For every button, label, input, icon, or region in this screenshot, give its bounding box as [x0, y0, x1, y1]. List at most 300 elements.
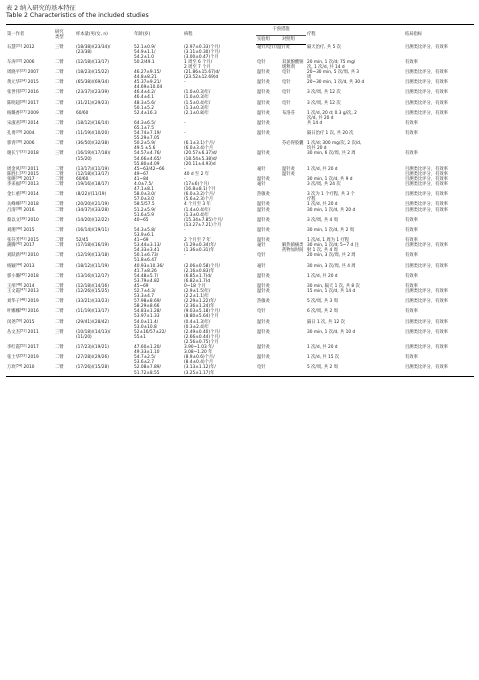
- cell-treatment: 5 次/周, 共 2 周: [306, 365, 404, 376]
- table-row: [6, 131, 474, 141]
- publication-year: 2018: [26, 151, 39, 157]
- cell-outcome: 目测类比评分、有效率: [405, 329, 448, 335]
- cell-outcome: 有效率: [405, 309, 418, 315]
- cell-age: 54.3±5.8/ 53.9±6.1: [134, 227, 156, 238]
- cell-sample-size: (12/26)/(15/25): [76, 289, 109, 294]
- cell-treatment: 3 次/周, 共 12 次: [307, 90, 341, 96]
- cell-sample-size: (18/12)/(11/19): [76, 263, 109, 269]
- cell-study-type: 二臂: [55, 319, 64, 325]
- table-row: [6, 182, 474, 192]
- cell-outcome: 目测类比评分、有效率: [405, 182, 448, 188]
- reference-number: [21]: [15, 43, 23, 48]
- cell-study-type: 三臂: [55, 44, 64, 50]
- reference-number: [34]: [15, 175, 23, 180]
- table-row: [6, 243, 474, 253]
- cell-course: (1.5±0.4)年/ (1.3±0.3)年: [184, 100, 211, 111]
- cell-course: (8.9±0.6)个月/ (8.4±0.4)个月: [184, 355, 215, 366]
- publication-year: 2010: [26, 253, 39, 259]
- cell-control-group: 电针: [282, 100, 291, 106]
- cell-outcome: 目测类比评分、有效率: [405, 44, 448, 50]
- table-row: [6, 101, 474, 111]
- cell-course: -: [184, 227, 186, 233]
- cell-control-group: 芬必得胶囊: [282, 141, 304, 147]
- cell-study-type: 二臂: [55, 166, 64, 172]
- cell-sample-size: (17/26)/(15/28): [75, 365, 133, 376]
- publication-year: 2017: [26, 345, 39, 351]
- cell-course: (1.0±0.3)年/ (1.0±0.3)年: [184, 90, 211, 101]
- cell-control-group: [281, 131, 306, 141]
- cell-course: (9.03±5.18)个月/ (8.80±5.64)个月: [184, 309, 221, 320]
- cell-outcome: 有效率: [405, 273, 418, 279]
- header-sample-size: 样本量(男/女, n): [75, 25, 133, 45]
- cell-age: 54.0±11.4/ 53.0±10.8: [134, 319, 159, 330]
- cell-treatment: 3 次/周, 共 4 周: [307, 217, 338, 223]
- author-name: 周金风: [7, 166, 20, 172]
- cell-experimental-group: 温针灸: [257, 319, 270, 325]
- cell-course: -: [184, 253, 186, 259]
- cell-outcome: 目测类比评分、有效率: [405, 176, 448, 182]
- cell-outcome: 有效率: [405, 227, 418, 233]
- cell-course: 0~18 个月: [184, 283, 206, 289]
- reference-number: [44]: [15, 262, 23, 267]
- cell-treatment: 30 min, 1 次/d, 共 20 d: [307, 207, 356, 213]
- cell-study-type: 二臂: [55, 141, 64, 147]
- reference-number: [50]: [15, 318, 23, 323]
- cell-course: (2.9±1.5)年/ (2.2±1.1)年: [184, 289, 211, 300]
- table-row: [6, 309, 474, 319]
- cell-treatment: 30 min, 1 次/d, 共 10 d: [307, 329, 356, 335]
- reference-number: [22]: [15, 58, 23, 63]
- cell-outcome: 目测类比评分、有效率: [404, 365, 474, 376]
- author-name: 王彤: [7, 283, 16, 289]
- cell-outcome: 目测类比评分、有效率: [405, 90, 448, 96]
- cell-treatment: 共 14 d: [307, 120, 323, 126]
- cell-outcome: 目测类比评分、有效率: [405, 192, 448, 198]
- cell-sample-size: (23/37)/(23/39): [76, 90, 109, 96]
- cell-outcome: 目测类比评分、有效率: [405, 319, 448, 325]
- cell-course: (1.4±0.4)年/ (1.3±0.4)年: [184, 207, 211, 218]
- cell-sample-size: (34/37)/(33/28): [76, 207, 109, 213]
- cell-study-type: 二臂: [55, 59, 64, 65]
- reference-number: [36]: [19, 190, 27, 195]
- cell-course: (3.13±1.12)年/ (3.25±1.17)年: [183, 365, 256, 376]
- table-row: [6, 208, 474, 218]
- author-name: 王文霞: [7, 289, 20, 294]
- cell-outcome: 目测类比评分、有效率: [405, 207, 448, 213]
- cell-study-type: 二臂: [55, 90, 64, 96]
- cell-experimental-group: 温针灸: [257, 151, 270, 157]
- publication-year: 2017: [22, 176, 35, 182]
- cell-course: (21.86±15.67)d/ (23.52±12.69)d: [184, 69, 220, 81]
- cell-age: 53.44±3.13/ 54.33±3.41: [134, 243, 161, 254]
- cell-study-type: 二臂: [55, 110, 64, 116]
- cell-age: 50.2±5.9/ 49.5 ±5.6: [134, 141, 156, 152]
- cell-treatment: 20~30 min, 5 次/周, 共 3 周: [307, 69, 360, 81]
- cell-control-group: [281, 274, 306, 284]
- cell-outcome: 有效率: [405, 238, 418, 244]
- cell-sample-size: (8/22)/(11/19): [76, 192, 107, 198]
- reference-number: [45]: [19, 272, 27, 277]
- cell-course: -: [184, 80, 186, 86]
- cell-study-type: 二臂: [55, 227, 64, 233]
- cell-sample-size: (17/23)/(19/21): [76, 345, 109, 351]
- table-row: [6, 192, 474, 202]
- reference-number: [46]: [15, 282, 23, 287]
- cell-sample-size: (13/17)/(11/19): [76, 166, 109, 172]
- cell-experimental-group: 温针灸: [257, 345, 270, 351]
- cell-sample-size: (65/38)/(69/34): [76, 80, 109, 86]
- cell-course: (1.29±0.34)年/ (1.36±0.31)年: [184, 243, 216, 254]
- cell-sample-size: (27/28)/(29/26): [76, 355, 109, 361]
- table-row: [6, 253, 474, 263]
- cell-age: 41~84: [134, 176, 149, 182]
- cell-age: 41~69: [134, 238, 149, 244]
- reference-number: [51]: [19, 328, 27, 333]
- cell-study-type: 二臂: [55, 299, 64, 305]
- cell-study-type: 二臂: [55, 289, 64, 294]
- table-row: [6, 141, 474, 151]
- cell-outcome: 目测类比评分、有效率: [405, 263, 448, 269]
- header-experimental-group: 实验组: [256, 36, 281, 45]
- cell-sample-size: 60/60: [76, 176, 89, 182]
- cell-experimental-group: 温针灸: [257, 227, 270, 233]
- cell-study-type: 二臂: [55, 131, 64, 137]
- cell-age: 52.1±0.9/ 54.9±1.1/ 54.2±1.0: [134, 44, 156, 60]
- publication-year: 2007: [26, 69, 39, 75]
- cell-course: -: [184, 131, 186, 137]
- table-row: [6, 90, 474, 100]
- publication-year: 2016: [26, 90, 39, 96]
- reference-number: [24]: [19, 78, 27, 83]
- author-name: 陈胜仁: [7, 171, 20, 177]
- cell-control-group: [281, 330, 306, 345]
- cell-experimental-group: 温针灸: [257, 90, 270, 96]
- cell-sample-size: (31/21)/(29/23): [76, 100, 109, 106]
- author-name: 闵尧: [7, 319, 16, 325]
- reference-number: [31]: [19, 150, 27, 155]
- cell-age: 51.2±5.9/ 51.6±5.9: [134, 207, 156, 218]
- publication-year: 2011: [26, 329, 39, 335]
- publication-year: 2011: [26, 166, 39, 172]
- table-row: [6, 80, 474, 90]
- cell-experimental-group: 温针灸: [257, 202, 270, 208]
- cell-author: [6, 70, 54, 80]
- cell-author: [6, 253, 54, 263]
- reference-number: [52]: [19, 343, 27, 348]
- table-row: [6, 365, 474, 376]
- publication-year: 2012: [22, 44, 35, 50]
- cell-study-type: 三臂: [55, 329, 64, 335]
- cell-control-group: 解热镇痛类 药物加时间: [282, 243, 304, 254]
- cell-study-type: 二臂: [55, 182, 64, 188]
- cell-experimental-group: 温针灸: [257, 100, 270, 106]
- cell-sample-size: (16/19)/(17/18)/ (15/20): [76, 151, 111, 162]
- cell-author: [6, 121, 54, 131]
- publication-year: 2004: [22, 131, 35, 137]
- author-name: 宋淑君: [7, 120, 20, 126]
- table-row: [6, 111, 474, 121]
- cell-study-type: 二臂: [55, 120, 64, 126]
- cell-sample-size: (10/18)/(14/13)/ (11/20): [76, 329, 111, 340]
- cell-course: (6.1±3.1)个月/ (6.0±3.4)个月: [184, 141, 215, 152]
- cell-experimental-group: 温针灸: [257, 238, 270, 244]
- cell-experimental-group: 温针灸: [257, 176, 270, 182]
- cell-sample-size: (17/18)/(16/19): [76, 243, 109, 249]
- cell-sample-size: (12/18)/(13/17): [76, 59, 109, 65]
- author-name: 杨颖: [7, 263, 16, 269]
- cell-study-type: 二臂: [55, 238, 64, 244]
- author-name: 蒲腾: [7, 243, 16, 249]
- author-name: 李红霞: [7, 345, 20, 351]
- cell-study-type: 二臂: [55, 309, 64, 315]
- cell-sample-size: (36/50)/(32/38): [76, 141, 109, 147]
- author-name: 黄元华: [7, 80, 20, 86]
- cell-sample-size: (16/14)/(19/11): [76, 227, 109, 233]
- cell-sample-size: (12/18)/(14/16): [76, 283, 109, 289]
- header-study-type: 研究 类型: [54, 25, 75, 45]
- author-name: 刘华子: [7, 299, 20, 305]
- cell-control-group: [281, 182, 306, 192]
- cell-course: 40 d 至 2 年: [184, 171, 209, 177]
- author-name: 刘朋: [7, 227, 16, 233]
- cell-study-type: 二臂: [55, 355, 64, 361]
- cell-author: [6, 60, 54, 70]
- author-name: 蔡以文: [7, 217, 20, 223]
- cell-age: 57.98±8.69/ 58.29±8.66: [134, 299, 161, 310]
- cell-outcome: 目测类比评分、有效率: [405, 171, 448, 177]
- reference-number: [32]: [19, 165, 27, 170]
- cell-study-type: 二臂: [55, 253, 64, 259]
- reference-number: [28]: [19, 119, 27, 124]
- cell-study-type: 二臂: [54, 365, 75, 376]
- cell-study-type: 二臂: [55, 202, 64, 208]
- table-row: [6, 274, 474, 284]
- cell-experimental-group: 毫针: [257, 166, 266, 172]
- cell-course: -: [184, 176, 186, 182]
- cell-treatment: 30 min, 6 次/周, 共 2 周: [307, 151, 356, 157]
- table-caption-en: Table 2 Characteristics of the included studies: [6, 12, 149, 19]
- reference-number: [23]: [19, 68, 27, 73]
- cell-outcome: 目测类比评分、有效率: [405, 110, 448, 116]
- author-name: 张芬芳: [7, 238, 20, 244]
- author-name: 刘跃新: [7, 253, 20, 259]
- cell-experimental-group: 温针灸: [257, 120, 270, 126]
- cell-control-group: [281, 253, 306, 263]
- cell-sample-size: 52/45: [76, 238, 89, 244]
- cell-treatment: 3 次/周, 共 24 次: [307, 182, 341, 188]
- cell-course: 1 周至 6 个月/ 2 周至 7 个月: [184, 59, 213, 70]
- reference-number: [42]: [15, 241, 23, 246]
- cell-experimental-group: 温针灸: [257, 131, 270, 137]
- cell-treatment: 隔日治疗 1 次, 共 20 次: [307, 131, 354, 137]
- cell-experimental-group: 温针灸: [257, 329, 270, 335]
- cell-course: (0.4±1.3)年/ (0.3±2.4)年: [184, 319, 211, 330]
- cell-sample-size: (18/38)/(23/34)/ (23/38): [76, 44, 111, 55]
- author-name: 万玫: [7, 365, 16, 371]
- cell-course: (20.57±6.37)d/ (18.54±5.38)d/ (20.11±4.93)d: [184, 151, 217, 167]
- publication-year: 2013: [26, 182, 39, 188]
- cell-outcome: 目测类比评分、有效率: [405, 243, 448, 249]
- cell-experimental-group: 温针灸: [257, 69, 270, 75]
- reference-number: [49]: [19, 307, 27, 312]
- table-row: [6, 218, 474, 228]
- cell-age: 46.27±9.15/ 44.8±8.21: [134, 69, 161, 81]
- cell-age: 4.0±7.5/ 47.1±8.1: [134, 182, 155, 193]
- cell-course: 4 个月至 3 年: [184, 202, 211, 208]
- author-name: 郭小璐: [7, 273, 20, 279]
- cell-control-group: [281, 121, 306, 131]
- table-row: [6, 355, 474, 365]
- cell-study-type: 二臂: [55, 192, 64, 198]
- cell-author: [6, 309, 54, 319]
- cell-outcome: 有效率: [405, 253, 418, 259]
- publication-year: 2010: [26, 217, 39, 223]
- cell-control-group: [281, 218, 306, 228]
- header-outcome: 结局指标: [404, 25, 474, 45]
- author-name: 车涛: [7, 59, 16, 65]
- cell-treatment: 30 min, 1 次/d; 5~7 d 注 射 1 次, 共 4 周: [307, 243, 359, 254]
- cell-outcome: 有效率: [405, 120, 418, 126]
- cell-sample-size: (12/19)/(13/18): [76, 253, 109, 259]
- cell-treatment: 30 min, 隔天 1 次, 共 8 次: [307, 283, 360, 289]
- cell-outcome: 目测类比评分、有效率: [405, 100, 448, 106]
- publication-year: 2006: [22, 141, 35, 147]
- cell-study-type: 二臂: [55, 283, 64, 289]
- cell-study-type: 三臂: [55, 151, 64, 157]
- cell-author: [6, 299, 54, 309]
- cell-control-group: [281, 208, 306, 218]
- publication-year: 2014: [26, 120, 39, 126]
- cell-author: [6, 228, 54, 238]
- cell-treatment: 30 min, 3 次/周, 共 4 周: [307, 263, 356, 269]
- cell-treatment: 1 次/d, 1 周为 1 疗程: [307, 238, 350, 244]
- cell-author: [6, 192, 54, 202]
- publication-year: 2017: [22, 243, 35, 249]
- cell-control-group: [281, 365, 306, 376]
- cell-sample-size: (18/12)/(16/14): [76, 120, 109, 126]
- cell-control-group: 电针: [282, 80, 291, 86]
- cell-study-type: 二臂: [55, 80, 64, 86]
- reference-number: [29]: [15, 129, 23, 134]
- cell-control-group: [281, 355, 306, 365]
- cell-experimental-group: 毫针/电针/温针灸: [257, 45, 290, 50]
- cell-sample-size: (14/20)/(12/22): [76, 217, 109, 223]
- publication-year: 2015: [26, 80, 39, 86]
- cell-age: 54.48±5.7/ 53.79±4.82: [134, 273, 160, 284]
- cell-author: [6, 111, 54, 121]
- author-name: 周晓平: [7, 69, 20, 75]
- cell-treatment: 1 次/d, 共 20 d: [307, 273, 338, 279]
- header-age: 年龄(岁): [133, 25, 183, 45]
- cell-treatment: 隔天治疗, 共 5 次: [307, 44, 341, 50]
- table-row: [6, 121, 474, 131]
- cell-experimental-group: 电针: [257, 253, 266, 259]
- cell-treatment: 1 次/d; 300 mg/次, 2 次/d, 均共 20 d: [307, 141, 362, 152]
- cell-treatment: 3 次/周, 共 12 次: [307, 100, 341, 106]
- publication-year: 2015: [26, 238, 39, 244]
- cell-author: [6, 365, 54, 376]
- cell-study-type: 二臂: [55, 69, 64, 75]
- publication-year: 2014: [26, 192, 39, 198]
- reference-number: [48]: [19, 297, 27, 302]
- cell-control-group: [281, 345, 306, 355]
- cell-author: [6, 141, 54, 151]
- cell-study-type: 二臂: [55, 100, 64, 106]
- table-row: [6, 45, 474, 60]
- characteristics-table: [6, 24, 474, 377]
- cell-treatment: 20 min, 3 次/周, 共 2 周: [307, 253, 356, 259]
- cell-experimental-group: 温针灸: [257, 355, 270, 361]
- cell-experimental-group: [256, 141, 281, 151]
- cell-sample-size: (11/19)/(13/17): [76, 309, 109, 315]
- cell-control-group: 电针: [282, 69, 291, 75]
- table-row: [6, 264, 474, 274]
- cell-outcome: 目测类比评分、有效率: [405, 69, 448, 75]
- cell-treatment: 20~30 min, 1 次/d, 共 30 d: [307, 80, 365, 86]
- author-name: 郭青: [7, 141, 16, 147]
- cell-course: (2.97±0.33)个月/ (3.11±0.30)个月/ (3.00±0.47)个月: [184, 44, 221, 60]
- cell-age: 64.3±6.5/ 65.1±7.5: [134, 120, 156, 131]
- cell-experimental-group: 温针灸: [257, 273, 270, 279]
- cell-age: 54.83±1.28/ 53.97±1.33: [134, 309, 161, 320]
- cell-study-type: 二臂: [55, 171, 64, 177]
- reference-number: [47]: [19, 287, 27, 292]
- cell-control-group: 温针灸: [282, 166, 295, 172]
- cell-control-group: [281, 289, 306, 299]
- cell-experimental-group: 毫针: [257, 243, 266, 249]
- cell-sample-size: (12/18)/(13/17): [76, 171, 109, 177]
- cell-experimental-group: 电针: [257, 309, 266, 315]
- cell-treatment: 20 min, 1 次/d; 75 mg/ 次, 1 次/d, 共 14 d: [307, 59, 356, 70]
- cell-study-type: 二臂: [55, 263, 64, 269]
- cell-age: 40.93±10.36/ 41.7±8.26: [134, 263, 164, 274]
- author-name: 石慧: [7, 44, 16, 50]
- publication-year: 2013: [26, 289, 39, 294]
- cell-outcome: 有效率: [405, 151, 418, 157]
- cell-age: 54.7±2.5/ 53.6±2.7: [134, 355, 156, 366]
- cell-control-group: 温针灸: [282, 171, 295, 177]
- author-name: 张映: [7, 176, 16, 182]
- cell-treatment: 30 min, 1 次/d, 共 9 d: [307, 176, 353, 182]
- cell-author: [6, 80, 54, 90]
- cell-course: (2.1±0.8)年: [184, 110, 209, 116]
- cell-outcome: 目测类比评分、有效率: [405, 345, 448, 351]
- cell-sample-size: (33/21)/(33/23): [76, 299, 109, 305]
- cell-experimental-group: 电针: [256, 365, 281, 376]
- cell-sample-size: (18/23)/(15/22): [76, 69, 109, 75]
- cell-study-type: 二臂: [55, 207, 64, 213]
- cell-study-type: 二臂: [55, 176, 64, 182]
- cell-author: [6, 274, 54, 284]
- cell-course: (2.29±1.22)年/ (2.36±1.24)年: [184, 299, 216, 310]
- cell-author: [6, 182, 54, 192]
- cell-author: [6, 355, 54, 365]
- publication-year: 2014: [22, 283, 35, 289]
- table-row: [6, 151, 474, 166]
- cell-experimental-group: 毫针: [257, 182, 266, 188]
- cell-experimental-group: 温针灸: [257, 110, 270, 116]
- cell-course: (2.49±0.40)个月/ (2.66±0.44)个月/ (2.56±0.75)个月: [184, 329, 221, 345]
- cell-treatment: 5 次/周, 共 3 周: [307, 299, 338, 305]
- publication-year: 2015: [22, 227, 35, 233]
- cell-control-group: [281, 228, 306, 238]
- author-name: 张世伟: [7, 90, 20, 96]
- cell-control-group: [281, 320, 306, 330]
- cell-sample-size: (20/20)/(21/19): [76, 202, 109, 208]
- cell-experimental-group: 温针灸: [257, 207, 270, 213]
- author-name: 杨璐香: [7, 110, 20, 116]
- author-name: 关峰峰: [7, 202, 20, 208]
